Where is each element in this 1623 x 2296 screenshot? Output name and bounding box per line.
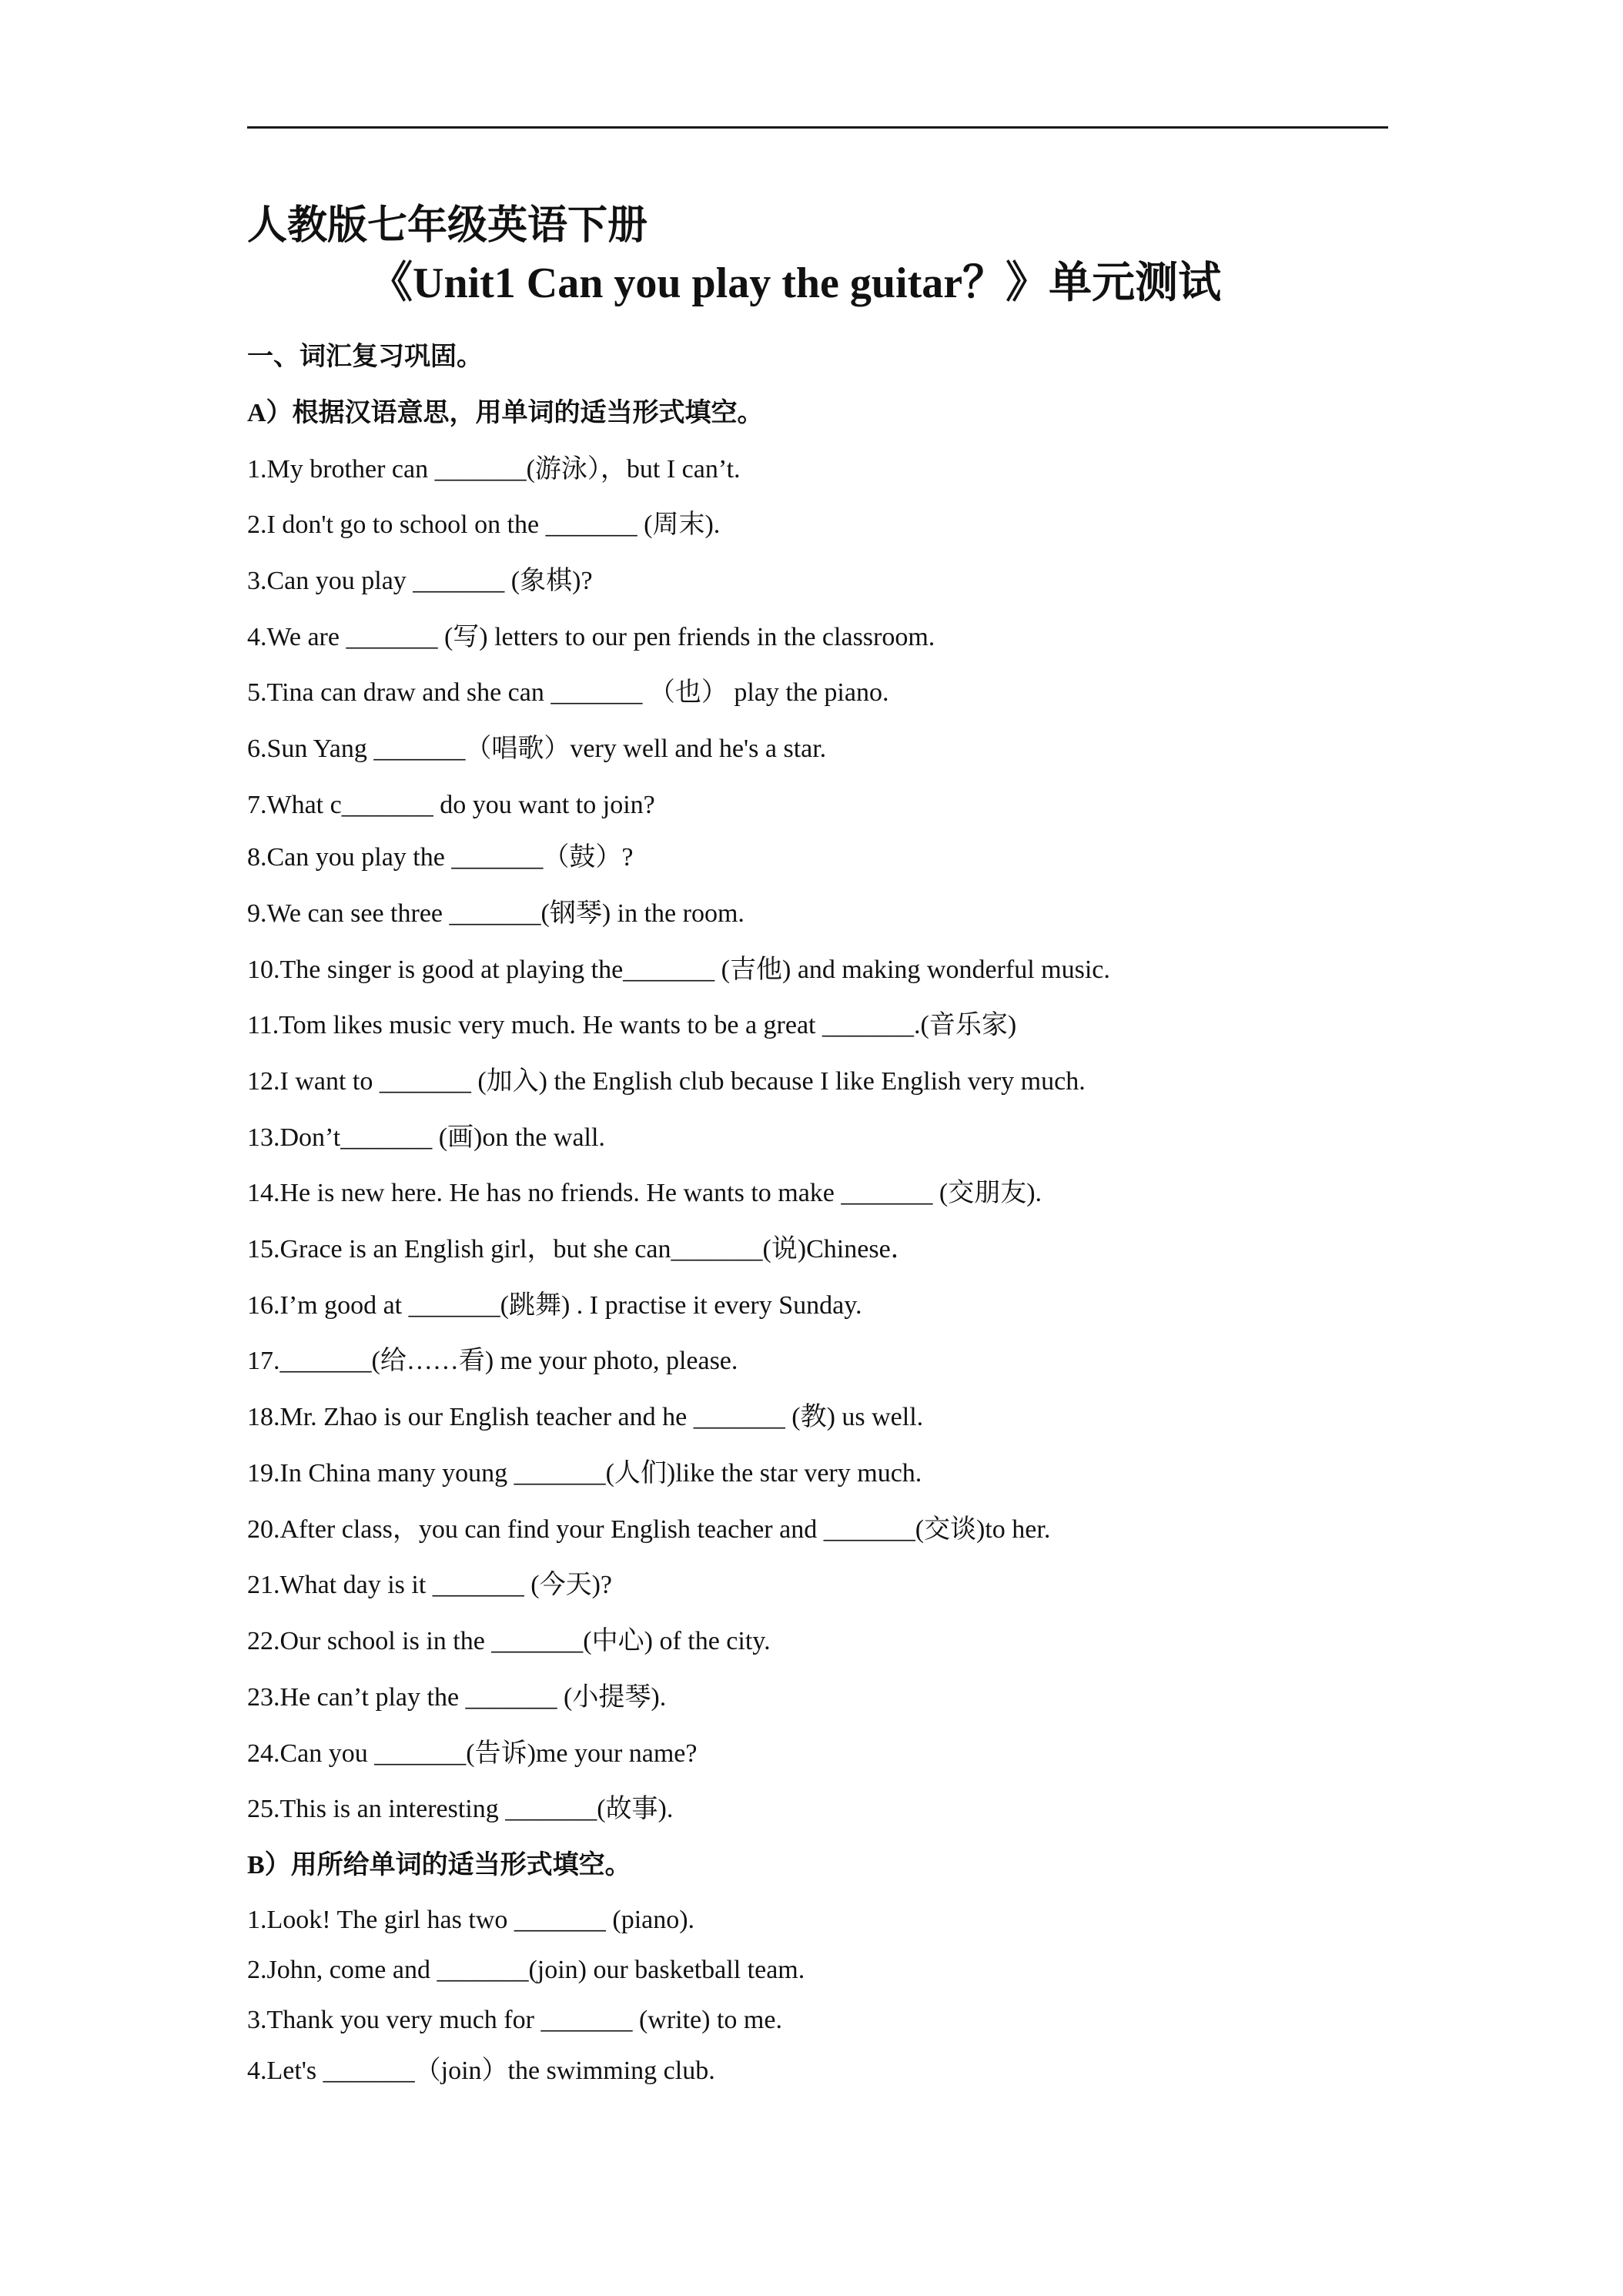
question-b-4: 4.Let's _______（join）the swimming club. [247,2057,715,2085]
question-b-3: 3.Thank you very much for _______ (write) to me. [247,2006,782,2034]
document-title-line2: 《Unit1 Can you play the guitar？》单元测试 [370,259,1222,307]
question-a-8: 8.Can you play the _______（鼓）? [247,843,634,872]
question-a-9: 9.We can see three _______(钢琴) in the room. [247,899,745,928]
question-a-2: 2.I don't go to school on the _______ (周末). [247,510,721,539]
question-a-6: 6.Sun Yang _______（唱歌）very well and he's a star. [247,735,827,763]
question-a-1: 1.My brother can _______(游泳），but I can’t. [247,455,741,484]
question-a-11: 11.Tom likes music very much. He wants to be a great _______.(音乐家) [247,1011,1017,1039]
question-a-4: 4.We are _______ (写) letters to our pen friends in the classroom. [247,623,935,651]
question-a-18: 18.Mr. Zhao is our English teacher and he _______ (教) us well. [247,1403,924,1431]
document-title-line1: 人教版七年级英语下册 [247,204,648,248]
question-a-24: 24.Can you _______(告诉)me your name? [247,1739,698,1768]
question-a-22: 22.Our school is in the _______(中心) of the city. [247,1627,771,1655]
question-a-12: 12.I want to _______ (加入) the English club because I like English very much. [247,1067,1086,1096]
question-a-5: 5.Tina can draw and she can _______ （也） play the piano. [247,678,889,707]
question-a-15: 15.Grace is an English girl，but she can_______(说)Chinese． [247,1235,917,1263]
question-a-10: 10.The singer is good at playing the_______ (吉他) and making wonderful music. [247,956,1110,984]
question-a-23: 23.He can’t play the _______ (小提琴). [247,1683,667,1712]
part-a-heading: A）根据汉语意思，用单词的适当形式填空。 [247,399,764,427]
question-b-1: 1.Look! The girl has two _______ (piano). [247,1906,695,1934]
question-a-14: 14.He is new here. He has no friends. He wants to make _______ (交朋友). [247,1179,1042,1207]
header-rule [247,126,1388,129]
part-b-heading: B）用所给单词的适当形式填空。 [247,1851,631,1879]
question-b-2: 2.John, come and _______(join) our basketball team. [247,1956,805,1984]
question-a-13: 13.Don’t_______ (画)on the wall. [247,1123,605,1152]
question-a-16: 16.I’m good at _______(跳舞) . I practise it every Sunday. [247,1291,862,1320]
question-a-3: 3.Can you play _______ (象棋)? [247,567,593,595]
question-a-21: 21.What day is it _______ (今天)? [247,1571,613,1599]
question-a-25: 25.This is an interesting _______(故事). [247,1795,674,1823]
question-a-19: 19.In China many young _______(人们)like the star very much. [247,1459,922,1488]
question-a-17: 17._______(给……看) me your photo, please. [247,1347,738,1375]
question-a-7: 7.What c_______ do you want to join? [247,791,655,819]
question-a-20: 20.After class，you can find your English teacher and _______(交谈)to her. [247,1515,1051,1544]
section-heading: 一、词汇复习巩固。 [247,343,483,371]
